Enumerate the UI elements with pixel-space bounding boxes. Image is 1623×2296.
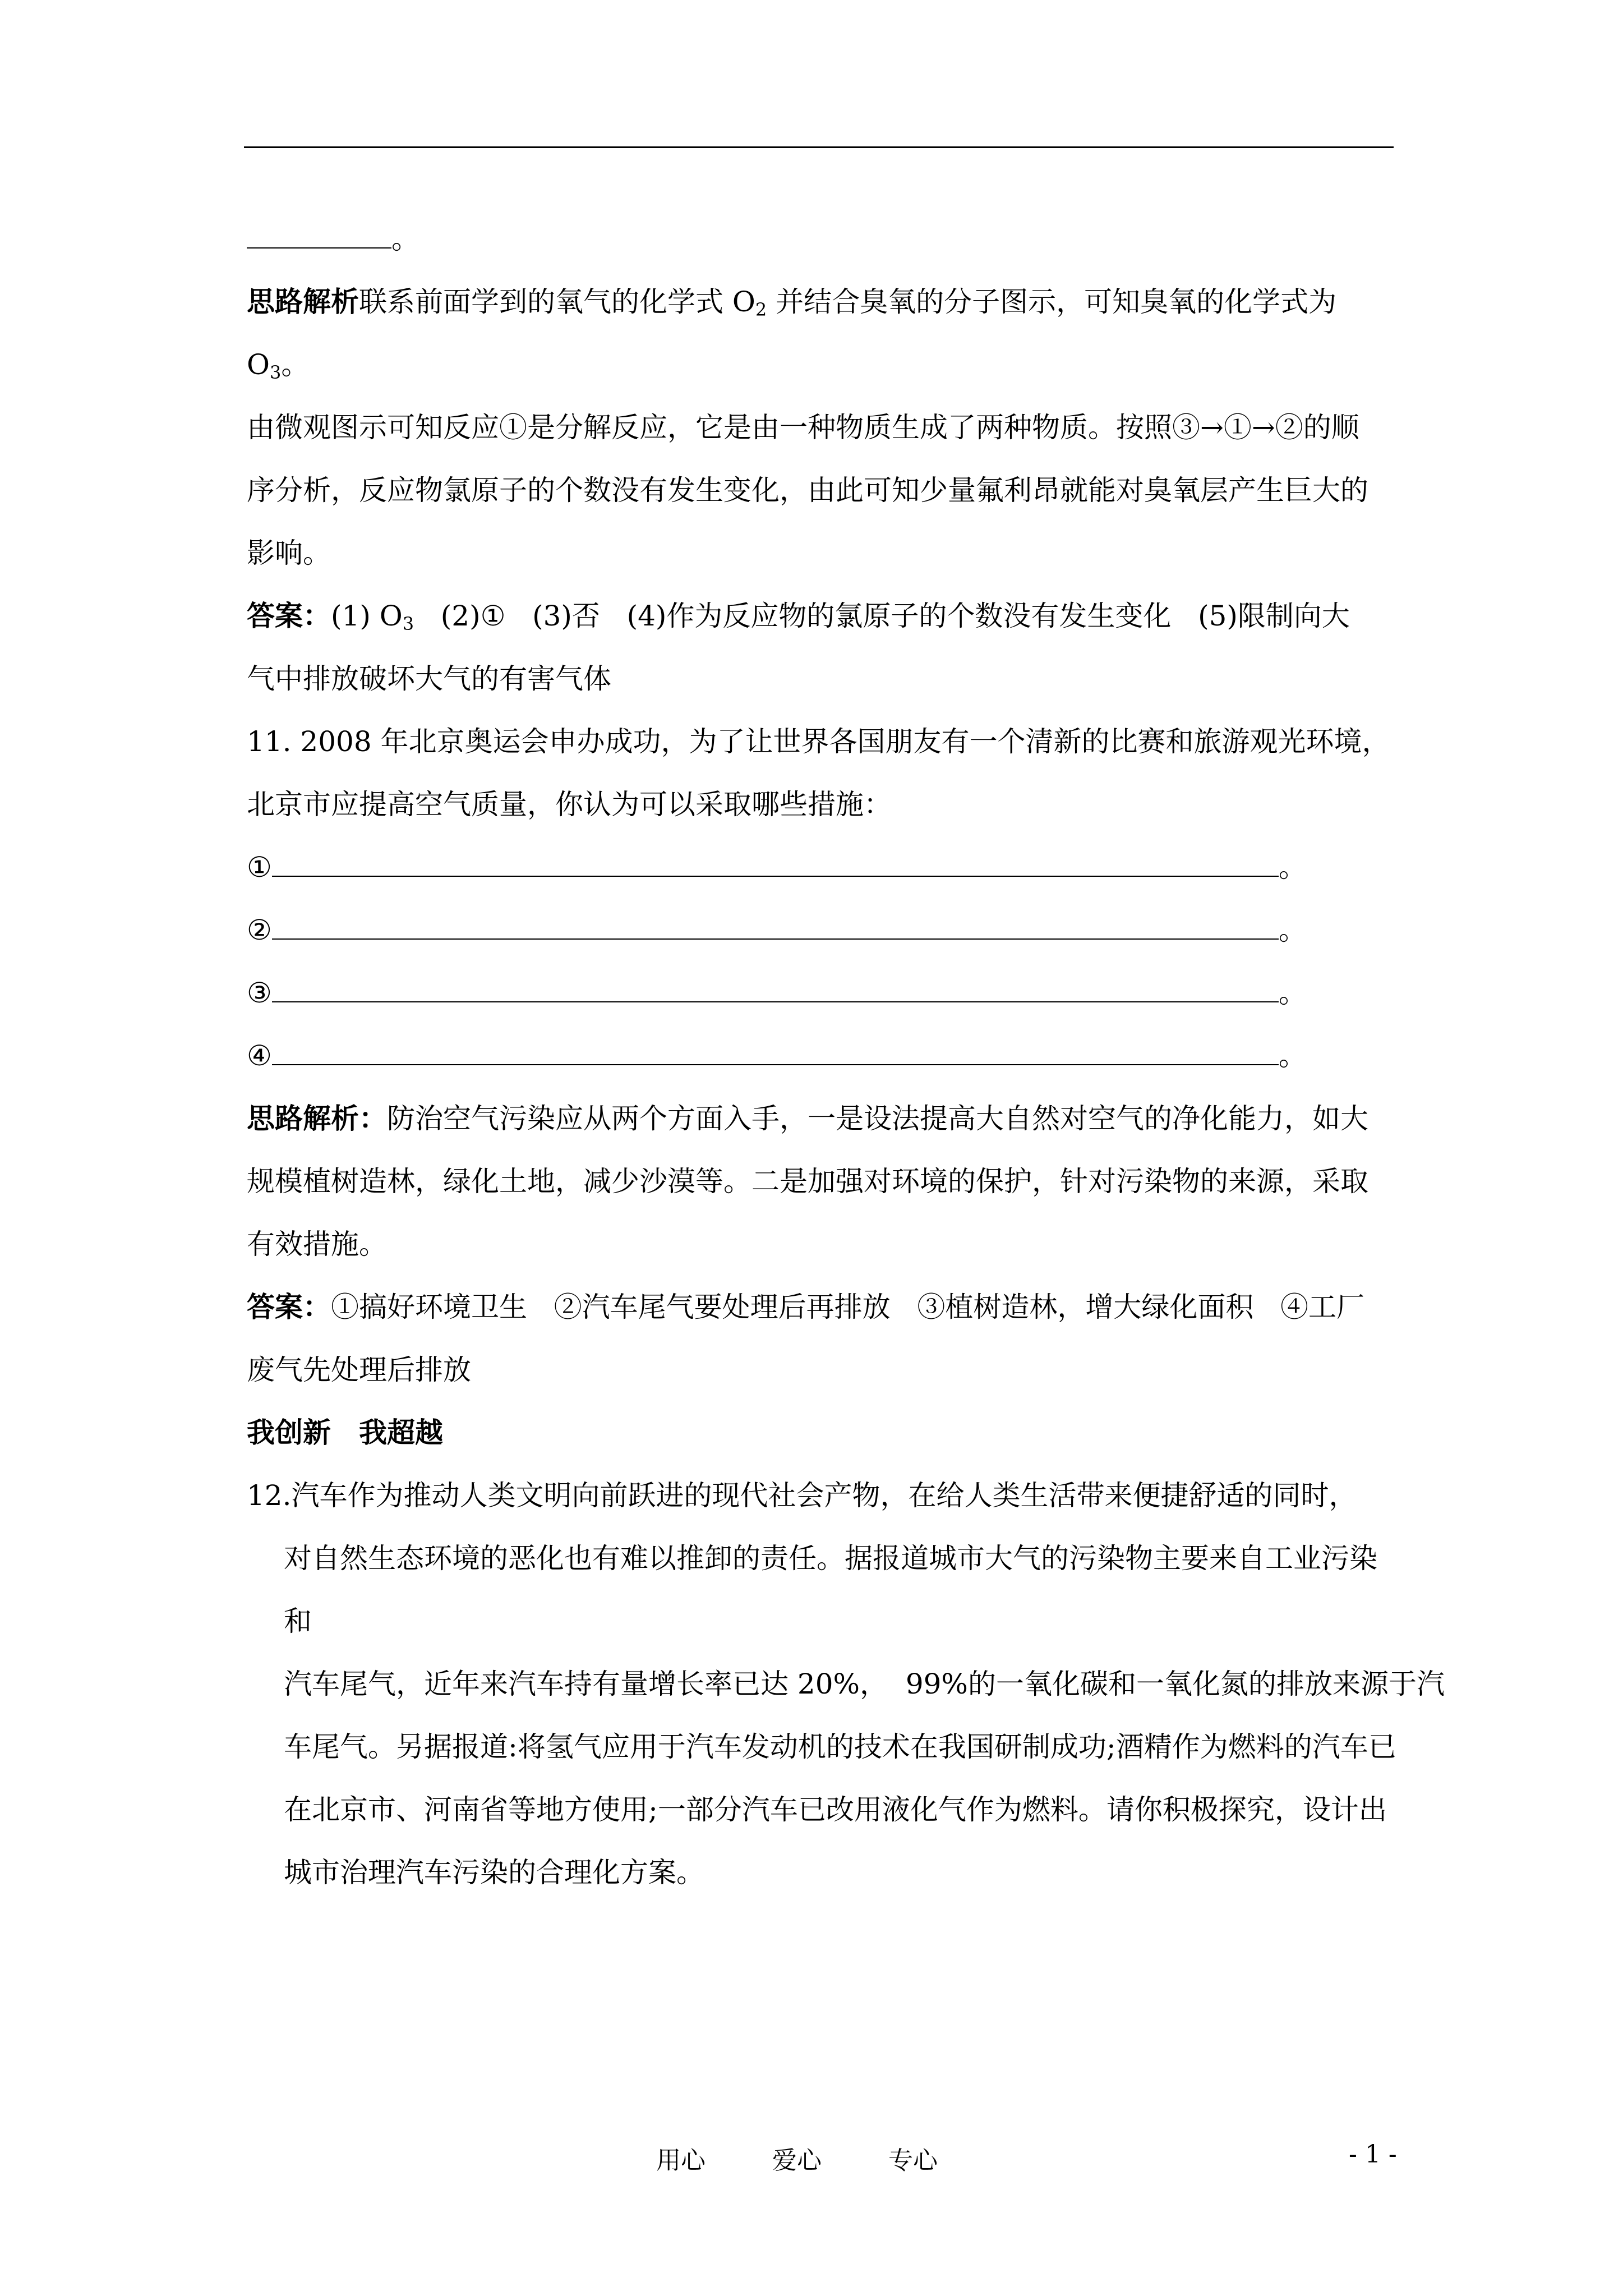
section-title: 我创新 我超越: [247, 1416, 443, 1449]
q10-tail: 。: [247, 208, 1396, 270]
q11-question: 11. 2008 年北京奥运会申办成功，为了让世界各国朋友有一个清新的比赛和旅游观光环境，: [247, 725, 1390, 758]
q12-question-line: 城市治理汽车污染的合理化方案。: [284, 1856, 704, 1889]
q11-analysis-line: 有效措施。: [247, 1228, 387, 1260]
analysis-label: 思路解析: [247, 285, 359, 318]
q10-analysis-line: 由微观图示可知反应①是分解反应，它是由一种物质生成了两种物质。按照③→①→②的顺: [247, 411, 1359, 444]
header-rule: [244, 146, 1394, 148]
answer-blank: [272, 853, 1279, 877]
q11-blank-3: ③ 。: [247, 977, 1307, 1009]
footer-motto-item: 专心: [888, 2146, 938, 2175]
q10-answer: 答案：(1) $O_3$ (2)① (3)否 (4)作为反应物的氯原子的个数没有发生变化 (5)限制向大: [247, 599, 1350, 634]
q11-question-line: 北京市应提高空气质量，你认为可以采取哪些措施：: [247, 788, 892, 821]
footer-motto: [656, 2140, 997, 2176]
q12-question-line: 车尾气。另据报道:将氢气应用于汽车发动机的技术在我国研制成功;酒精作为燃料的汽车已: [284, 1731, 1396, 1763]
q11-answer: 答案：①搞好环境卫生 ②汽车尾气要处理后再排放 ③植树造林，增大绿化面积 ④工厂: [247, 1290, 1365, 1323]
answer-label: 答案：: [247, 599, 331, 632]
answer-blank: [247, 225, 391, 249]
answer-blank: [272, 916, 1279, 940]
q10-answer-line: 气中排放破坏大气的有害气体: [247, 662, 611, 695]
q11-blank-4: ④ 。: [247, 1039, 1307, 1072]
answer-label: 答案：: [247, 1290, 331, 1323]
footer-motto-item: 爱心: [772, 2146, 822, 2175]
answer-blank: [272, 979, 1279, 1002]
q11-analysis-line: 规模植树造林，绿化土地，减少沙漠等。二是加强对环境的保护，针对污染物的来源，采取: [247, 1165, 1368, 1198]
page-content: [247, 208, 1445, 1904]
q11-blank-1: ① 。: [247, 851, 1307, 884]
q11-answer-line: 废气先处理后排放: [247, 1354, 471, 1386]
analysis-label: 思路解析：: [247, 1102, 387, 1135]
footer-motto-item: 用心: [656, 2146, 706, 2175]
q12-question: 12.汽车作为推动人类文明向前跃进的现代社会产物，在给人类生活带来便捷舒适的同时，: [247, 1479, 1357, 1512]
q11-blank-2: ② 。: [247, 914, 1307, 946]
page-number: - 1 -: [1349, 2140, 1397, 2169]
q11-analysis: 思路解析：防治空气污染应从两个方面入手，一是设法提高大自然对空气的净化能力，如大: [247, 1102, 1368, 1135]
q12-question-line: 在北京市、河南省等地方使用;一部分汽车已改用液化气作为燃料。请你积极探究，设计出: [284, 1793, 1387, 1826]
q10-analysis-line: 序分析，反应物氯原子的个数没有发生变化，由此可知少量氟利昂就能对臭氧层产生巨大的: [247, 474, 1368, 507]
q12-question-line: 汽车尾气，近年来汽车持有量增长率已达 20%， 99%的一氧化碳和一氧化氮的排放来源于汽: [284, 1668, 1445, 1700]
q12-question-line: 对自然生态环境的恶化也有难以推卸的责任。据报道城市大气的污染物主要来自工业污染和: [284, 1542, 1377, 1637]
answer-blank: [272, 1042, 1279, 1065]
q10-analysis-line: 影响。: [247, 537, 331, 569]
q10-analysis: 思路解析联系前面学到的氧气的化学式 $O_2$ 并结合臭氧的分子图示，可知臭氧的化学式为 $O_3$。: [247, 285, 1337, 383]
